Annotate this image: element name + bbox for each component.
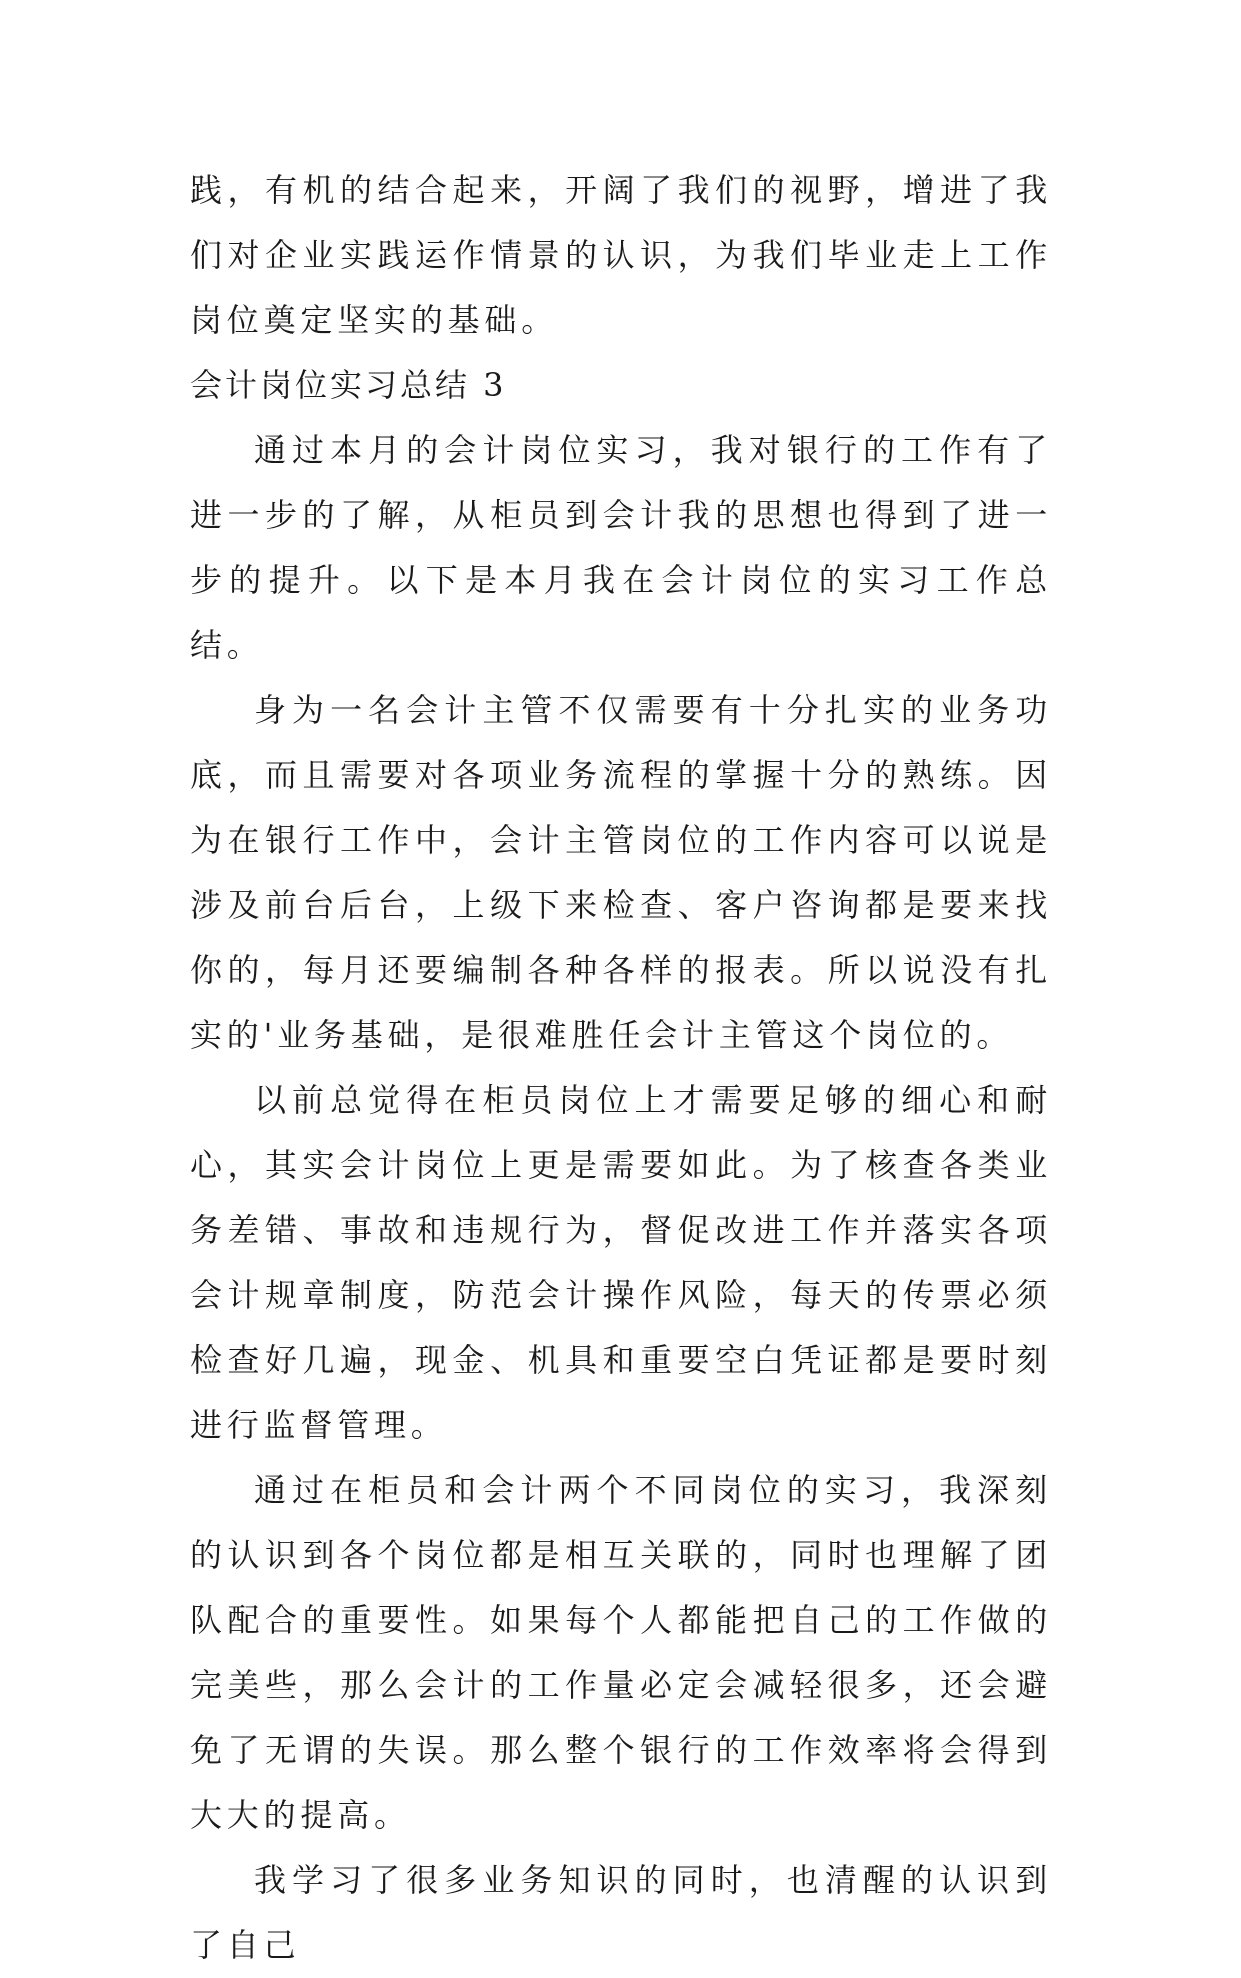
paragraph-continuation: 践，有机的结合起来，开阔了我们的视野，增进了我们对企业实践运作情景的认识，为我们毕业走上工作岗位奠定坚实的基础。 (190, 171, 1052, 339)
paragraph: 通过本月的会计岗位实习，我对银行的工作有了进一步的了解，从柜员到会计我的思想也得到了进一步的提升。以下是本月我在会计岗位的实习工作总结。 (190, 431, 1052, 664)
paragraph-truncated: 我学习了很多业务知识的同时，也清醒的认识到了自己 (190, 1861, 1052, 1964)
section-heading: 会计岗位实习总结 3 (190, 366, 507, 404)
document-body (190, 158, 1052, 1978)
paragraph: 以前总觉得在柜员岗位上才需要足够的细心和耐心，其实会计岗位上更是需要如此。为了核查各类业务差错、事故和违规行为，督促改进工作并落实各项会计规章制度，防范会计操作风险，每天的传票必须检查好几遍，现金、机具和重要空白凭证都是要时刻进行监督管理。 (190, 1081, 1052, 1444)
paragraph: 通过在柜员和会计两个不同岗位的实习，我深刻的认识到各个岗位都是相互关联的，同时也理解了团队配合的重要性。如果每个人都能把自己的工作做的完美些，那么会计的工作量必定会减轻很多，还会避免了无谓的失误。那么整个银行的工作效率将会得到大大的提高。 (190, 1471, 1052, 1834)
paragraph: 身为一名会计主管不仅需要有十分扎实的业务功底，而且需要对各项业务流程的掌握十分的熟练。因为在银行工作中，会计主管岗位的工作内容可以说是涉及前台后台，上级下来检查、客户咨询都是要来找你的，每月还要编制各种各样的报表。所以说没有扎实的'业务基础，是很难胜任会计主管这个岗位的。 (190, 691, 1052, 1054)
